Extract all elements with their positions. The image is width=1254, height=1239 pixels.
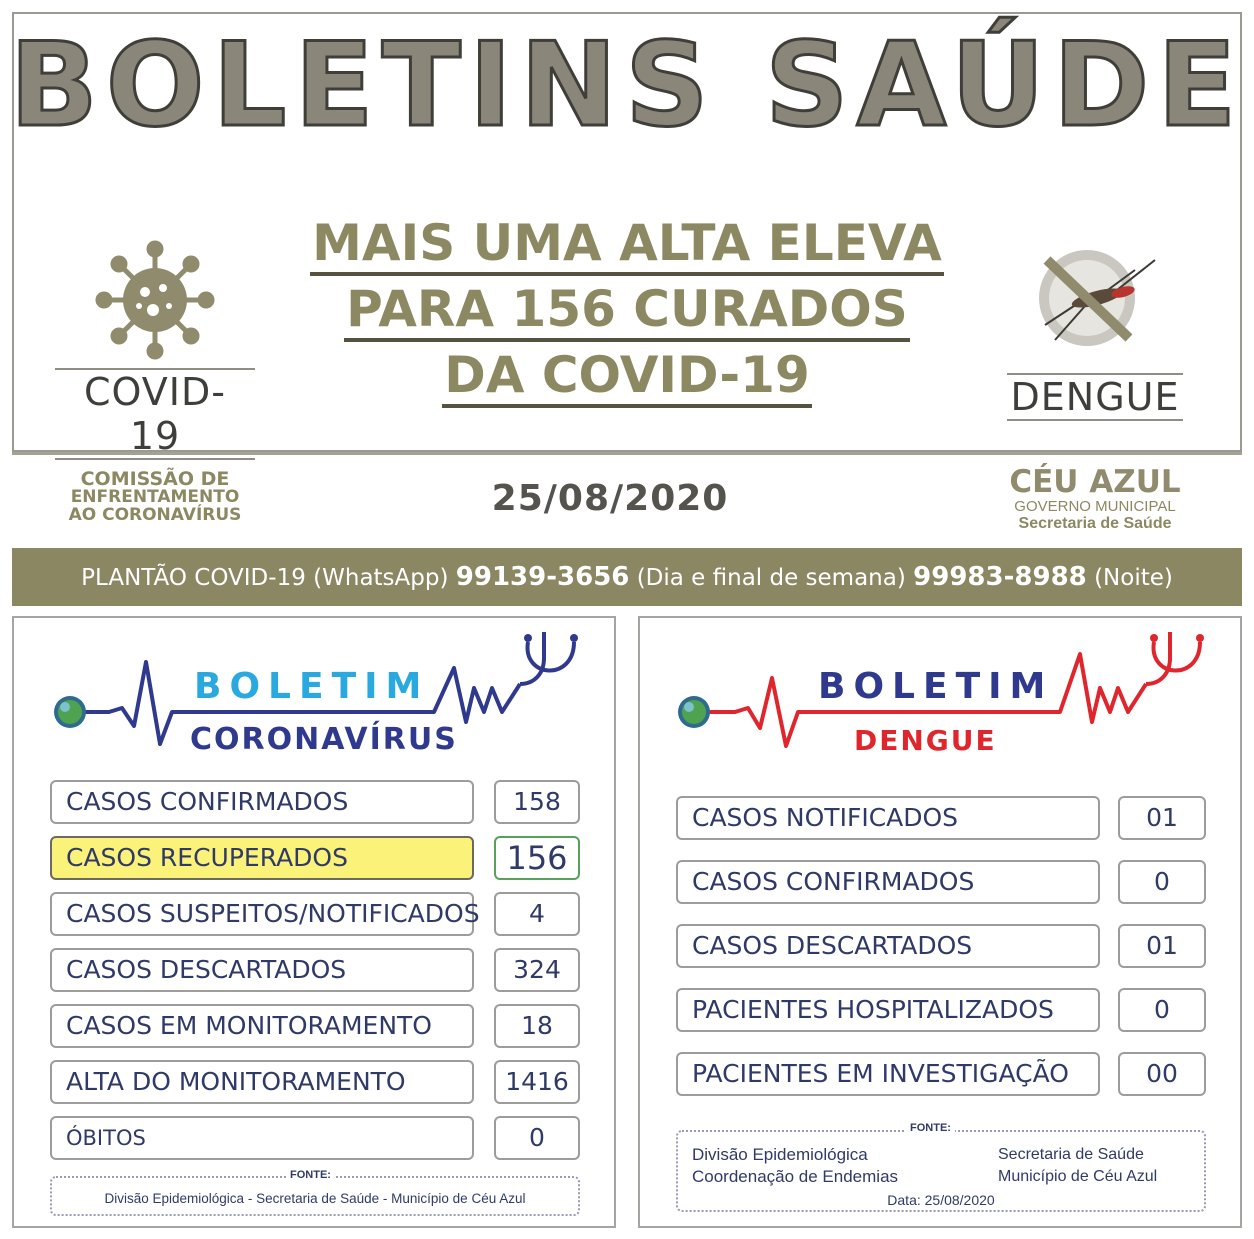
hotline-bar (12, 548, 1242, 606)
dengue-row-discarded-value: 01 (1118, 924, 1206, 968)
hotline-day-note: (Dia e final de semana) (636, 565, 906, 591)
covid-row-discarded-label: CASOS DESCARTADOS (50, 948, 474, 992)
dengue-row-hospitalized-label: PACIENTES HOSPITALIZADOS (676, 988, 1100, 1032)
covid-bulletin-panel (12, 616, 616, 1228)
dengue-source-right-1: Secretaria de Saúde (998, 1146, 1144, 1163)
covid-row-monitoring-value: 18 (494, 1004, 580, 1048)
covid-label: COVID-19 (55, 368, 255, 460)
virus-icon (95, 240, 215, 360)
headline (300, 210, 954, 408)
city-secretariat: Secretaria de Saúde (1018, 515, 1172, 532)
dengue-row-notified-label: CASOS NOTIFICADOS (676, 796, 1100, 840)
covid-logo (55, 240, 255, 458)
dengue-row-investigation-label: PACIENTES EM INVESTIGAÇÃO (676, 1052, 1100, 1096)
dengue-source-right (998, 1144, 1157, 1188)
dengue-source-left-1: Divisão Epidemiológica (692, 1145, 868, 1164)
city-logo (990, 466, 1200, 533)
mosquito-icon (1025, 240, 1165, 360)
main-title: BOLETINS SAÚDE (9, 18, 1245, 153)
covid-row-discharge-value: 1416 (494, 1060, 580, 1104)
city-government: GOVERNO MUNICIPAL (1014, 498, 1176, 515)
committee-name (50, 470, 260, 524)
dengue-logo (995, 240, 1195, 420)
dengue-row-notified-value: 01 (1118, 796, 1206, 840)
dengue-row-confirmed-value: 0 (1118, 860, 1206, 904)
covid-panel-subtitle: CORONAVÍRUS (190, 722, 458, 757)
covid-row-suspected-label: CASOS SUSPEITOS/NOTIFICADOS (50, 892, 474, 936)
dengue-row-investigation-value: 00 (1118, 1052, 1206, 1096)
headline-line-3: DA COVID-19 (442, 346, 812, 408)
dengue-label: DENGUE (1007, 373, 1184, 421)
dengue-source-date: Data: 25/08/2020 (887, 1192, 995, 1208)
hotline-prefix: PLANTÃO COVID-19 (WhatsApp) (81, 565, 449, 591)
dengue-row-discarded-label: CASOS DESCARTADOS (676, 924, 1100, 968)
covid-row-recovered-value: 156 (494, 836, 580, 880)
hotline-phone-day: 99139-3656 (455, 562, 630, 592)
covid-panel-title: BOLETIM (194, 666, 430, 707)
covid-source-tag: FONTE: (286, 1169, 335, 1181)
headline-line-1: MAIS UMA ALTA ELEVA (310, 214, 944, 276)
covid-source-box (50, 1176, 580, 1216)
covid-row-deaths-label: ÓBITOS (50, 1116, 474, 1160)
hotline-phone-night: 99983-8988 (913, 562, 1087, 592)
bulletin-date: 25/08/2020 (491, 478, 729, 519)
dengue-panel-subtitle: DENGUE (854, 724, 997, 757)
dengue-source-right-2: Município de Céu Azul (998, 1168, 1158, 1185)
headline-line-2: PARA 156 CURADOS (344, 280, 910, 342)
city-name: CÉU AZUL (1009, 464, 1181, 500)
covid-row-suspected-value: 4 (494, 892, 580, 936)
dengue-source-left (692, 1144, 898, 1188)
covid-row-confirmed-value: 158 (494, 780, 580, 824)
covid-row-discarded-value: 324 (494, 948, 580, 992)
dengue-panel-title: BOLETIM (818, 666, 1054, 707)
dengue-source-tag: FONTE: (906, 1122, 955, 1134)
dengue-bulletin-panel (638, 616, 1242, 1228)
dengue-source-box (676, 1130, 1206, 1212)
committee-line-2: ENFRENTAMENTO (70, 487, 240, 507)
dengue-source-left-2: Coordenação de Endemias (692, 1167, 899, 1186)
covid-row-recovered-label: CASOS RECUPERADOS (50, 836, 474, 880)
covid-row-confirmed-label: CASOS CONFIRMADOS (50, 780, 474, 824)
dengue-row-hospitalized-value: 0 (1118, 988, 1206, 1032)
dengue-row-confirmed-label: CASOS CONFIRMADOS (676, 860, 1100, 904)
hotline-night-note: (Noite) (1094, 565, 1173, 591)
covid-row-discharge-label: ALTA DO MONITORAMENTO (50, 1060, 474, 1104)
covid-row-deaths-value: 0 (494, 1116, 580, 1160)
covid-row-monitoring-label: CASOS EM MONITORAMENTO (50, 1004, 474, 1048)
covid-source-text: Divisão Epidemiológica - Secretaria de Saúde - Município de Céu Azul (104, 1191, 526, 1206)
committee-line-3: AO CORONAVÍRUS (68, 505, 242, 525)
committee-line-1: COMISSÃO DE (80, 468, 230, 490)
